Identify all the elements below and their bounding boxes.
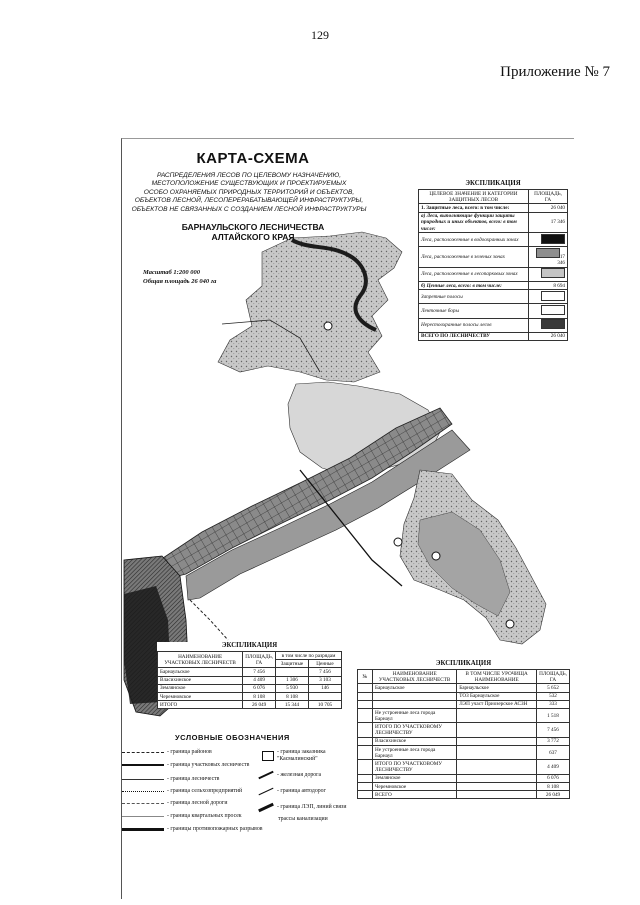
table-row — [358, 760, 570, 774]
explication-mid-caption: ЭКСПЛИКАЦИЯ — [221, 642, 278, 649]
map-marker — [324, 322, 332, 330]
explication-top-table — [418, 189, 568, 341]
legend-label: - железная дорога — [277, 772, 322, 778]
legend-label: трассы канализации — [278, 816, 328, 822]
legend-label: - граница сельхозпредприятий — [167, 788, 243, 794]
table-cell: ЛЭП участ Приозерское АСЗН — [457, 700, 537, 708]
map-subtitle-line: ОСОБО ОХРАНЯЕМЫХ ПРИРОДНЫХ ТЕРРИТОРИЙ И ОБЪЕКТОВ, — [143, 188, 355, 196]
table-cell: 8 108 — [243, 693, 276, 701]
table-cell — [457, 737, 537, 745]
row-label — [419, 304, 529, 318]
table-cell: Черемновское — [373, 783, 457, 791]
row-label — [419, 282, 529, 290]
table-row — [158, 676, 342, 684]
table-row — [358, 684, 570, 692]
explication-mid — [157, 642, 342, 709]
table-cell: Власихинское — [158, 676, 243, 684]
legend-item — [122, 776, 219, 782]
row-value — [529, 204, 568, 212]
table-cell — [358, 746, 373, 760]
forestry-name — [168, 222, 338, 242]
table-cell — [358, 723, 373, 737]
table-cell — [358, 692, 373, 700]
table-cell: 7 456 — [243, 668, 276, 676]
legend-label: - граница автодорог — [277, 788, 326, 794]
row-label — [419, 267, 529, 281]
table-cell — [358, 783, 373, 791]
table-row — [358, 746, 570, 760]
table-cell — [457, 746, 537, 760]
col-header: Ценные — [309, 660, 342, 668]
table-row — [358, 709, 570, 723]
row-label — [419, 247, 529, 267]
table-cell — [358, 709, 373, 723]
legend-label: - границы противопожарных разрывов — [167, 826, 263, 832]
table-cell — [358, 684, 373, 692]
row-value — [529, 318, 568, 332]
explication-top — [418, 180, 568, 341]
table-cell — [373, 700, 457, 708]
row-value — [529, 304, 568, 318]
table-cell — [373, 692, 457, 700]
table-cell: 146 — [309, 684, 342, 692]
map-title: КАРТА-СХЕМА — [196, 150, 310, 167]
legend-item — [122, 800, 227, 806]
map-marker — [432, 552, 440, 560]
table-cell: Власихинское — [373, 737, 457, 745]
row-label — [419, 332, 529, 340]
table-cell: 1 518 — [537, 709, 570, 723]
row-value-text: 17 346 — [550, 219, 565, 226]
legend-label: - граница участковых лесничеств — [167, 762, 250, 768]
col-header: НАИМЕНОВАНИЕ УЧАСТКОВЫХ ЛЕСНИЧЕСТВ — [373, 670, 457, 684]
table-row — [358, 692, 570, 700]
table-cell: Барнаульское — [373, 684, 457, 692]
legend-item — [258, 772, 321, 778]
col-header: ПЛОЩАДЬ, ГА — [537, 670, 570, 684]
row-value — [529, 282, 568, 290]
legend-item — [122, 788, 242, 794]
legend-sample — [122, 816, 164, 817]
row-label-text: Леса, расположенные в водоохранных зонах — [421, 236, 519, 243]
map-subtitle-line: ОБЪЕКТОВ ЛЕСНОЙ, ЛЕСОПЕРЕРАБАТЫВАЮЩЕЙ ИНФРАСТРУКТУРЫ, — [134, 197, 364, 205]
table-cell — [358, 791, 373, 799]
legend-label: - граница заказника "Касмалинский" — [277, 749, 326, 762]
legend-title: УСЛОВНЫЕ ОБОЗНАЧЕНИЯ — [175, 733, 290, 742]
row-value-text: 26 040 — [550, 204, 565, 211]
row-label — [419, 233, 529, 247]
table-row — [419, 247, 568, 267]
forestry-line: БАРНАУЛЬСКОГО ЛЕСНИЧЕСТВА — [181, 222, 325, 232]
legend-item — [258, 788, 326, 794]
row-label-text: Леса, расположенные в зеленых зонах — [421, 254, 505, 261]
map-marker — [394, 538, 402, 546]
col-header: ПЛОЩАДЬ, ГА — [243, 652, 276, 668]
table-cell: 7 456 — [309, 668, 342, 676]
row-value — [529, 267, 568, 281]
legend-item — [122, 826, 263, 832]
row-label — [419, 204, 529, 212]
row-value — [529, 290, 568, 304]
legend-sample — [122, 752, 164, 753]
table-cell — [358, 774, 373, 782]
table-cell: 1 306 — [276, 676, 309, 684]
row-value-text: 26 040 — [550, 333, 565, 340]
legend-sample — [259, 787, 274, 795]
table-cell: 6 076 — [243, 684, 276, 692]
table-cell: 532 — [537, 692, 570, 700]
table-cell: 26 049 — [243, 701, 276, 709]
explication-bottom-table — [357, 669, 570, 799]
table-cell: 3 772 — [537, 737, 570, 745]
legend-label: - граница лесной дороги — [167, 800, 228, 806]
map-subtitle-line: РАСПРЕДЕЛЕНИЯ ЛЕСОВ ПО ЦЕЛЕВОМУ НАЗНАЧЕНИЮ, — [156, 172, 342, 179]
table-row — [419, 318, 568, 332]
map-region-north — [218, 232, 402, 382]
table-row — [419, 304, 568, 318]
table-cell: ВСЕГО — [373, 791, 457, 799]
table-row — [358, 737, 570, 745]
table-cell: 8 108 — [276, 693, 309, 701]
explication-top-caption: ЭКСПЛИКАЦИЯ — [465, 180, 521, 187]
table-cell — [309, 693, 342, 701]
row-value — [529, 233, 568, 247]
row-value — [529, 332, 568, 340]
table-cell: Землянское — [158, 684, 243, 692]
table-row — [419, 332, 568, 340]
table-cell: 15 344 — [276, 701, 309, 709]
row-label — [419, 290, 529, 304]
table-cell: Землянское — [373, 774, 457, 782]
map-subtitle-line: ОБЪЕКТОВ НЕ СВЯЗАННЫХ С СОЗДАНИЕМ ЛЕСНОЙ ИНФРАСТРУКТУРЫ — [131, 205, 367, 213]
legend-item — [122, 813, 242, 819]
row-label-text: Ленточные боры — [421, 307, 459, 314]
table-cell: Барнаульское — [457, 684, 537, 692]
legend-sample — [122, 803, 164, 804]
legend-label: - граница ЛЭП, линий связи — [277, 804, 347, 810]
table-cell: Не устроенные леса города Барнаул — [373, 746, 457, 760]
row-label-text: а) Леса, выполняющие функции защиты природных и иных объектов, всего: в том числе: — [421, 213, 517, 232]
forestry-line: АЛТАЙСКОГО КРАЯ — [211, 232, 295, 242]
table-cell — [457, 783, 537, 791]
col-header: № — [358, 670, 373, 684]
table-cell: 3 103 — [309, 676, 342, 684]
row-value — [529, 247, 568, 267]
table-cell: ТОЗ Барнаульское — [457, 692, 537, 700]
legend-label: - граница лесничеств — [167, 776, 220, 782]
table-cell — [457, 723, 537, 737]
legend-swatch — [541, 291, 565, 301]
map-road — [190, 600, 228, 640]
table-cell — [276, 668, 309, 676]
row-label-text: Запретные полосы — [421, 293, 463, 300]
table-row — [419, 267, 568, 281]
table-row — [419, 233, 568, 247]
legend-swatch — [541, 268, 565, 278]
table-cell: 5 930 — [276, 684, 309, 692]
legend-item — [262, 749, 357, 763]
row-label — [419, 212, 529, 233]
legend-label: - граница квартальных просек — [167, 813, 242, 819]
explication-mid-table — [157, 651, 342, 709]
legend-swatch — [541, 305, 565, 315]
table-row — [158, 693, 342, 701]
map-scale — [143, 268, 216, 286]
row-value-text: 8 694 — [553, 282, 565, 289]
row-label — [419, 318, 529, 332]
table-cell: ИТОГО ПО УЧАСТКОВОМУ ЛЕСНИЧЕСТВУ — [373, 760, 457, 774]
table-row — [158, 701, 342, 709]
col-header: В ТОМ ЧИСЛЕ УРОЧИЩА НАИМЕНОВАНИЕ — [457, 670, 537, 684]
map-marker — [506, 620, 514, 628]
table-cell — [457, 791, 537, 799]
page-number: 129 — [311, 28, 329, 42]
table-cell: Барнаульское — [158, 668, 243, 676]
table-row — [358, 723, 570, 737]
row-label-text: Леса, расположенные в лесопарковых зонах — [421, 271, 518, 278]
explication-bottom-caption: ЭКСПЛИКАЦИЯ — [435, 660, 492, 667]
legend-swatch — [541, 319, 565, 329]
table-cell: Не устроенные леса города Барнаул — [373, 709, 457, 723]
legend-swatch — [541, 234, 565, 244]
table-row — [158, 684, 342, 692]
legend-swatch — [536, 248, 560, 258]
row-label-text: б) Ценные леса, всего: в том числе: — [421, 282, 502, 289]
legend-sample — [262, 751, 274, 761]
col-header: НАИМЕНОВАНИЕ УЧАСТКОВЫХ ЛЕСНИЧЕСТВ — [158, 652, 243, 668]
col-group-header: в том числе по разрядам — [276, 652, 342, 660]
explication-bottom — [357, 660, 570, 799]
table-cell: 333 — [537, 700, 570, 708]
table-cell — [358, 737, 373, 745]
table-cell: 8 108 — [537, 783, 570, 791]
col-header: Защитные — [276, 660, 309, 668]
col-header: ПЛОЩАДЬ, ГА — [529, 190, 568, 204]
table-row — [419, 204, 568, 212]
scale-text: Масштаб 1:200 000 — [143, 269, 200, 276]
row-label-text: ВСЕГО ПО ЛЕСНИЧЕСТВУ — [421, 333, 490, 340]
table-row — [358, 700, 570, 708]
table-row — [358, 791, 570, 799]
table-row — [358, 783, 570, 791]
table-cell: 7 456 — [537, 723, 570, 737]
table-cell: 26 049 — [537, 791, 570, 799]
map-subtitle-line: МЕСТОПОЛОЖЕНИЕ СУЩЕСТВУЮЩИХ И ПРОЕКТИРУЕМЫХ — [151, 180, 347, 188]
table-row — [419, 212, 568, 233]
table-cell: ИТОГО ПО УЧАСТКОВОМУ ЛЕСНИЧЕСТВУ — [373, 723, 457, 737]
map-subtitle — [118, 172, 380, 214]
legend-sample — [122, 779, 164, 780]
table-cell: Черемновское — [158, 693, 243, 701]
row-value-text: 17 346 — [557, 253, 565, 267]
table-cell: 4 409 — [537, 760, 570, 774]
legend-item — [122, 749, 212, 755]
legend-item — [258, 804, 346, 810]
table-cell — [457, 760, 537, 774]
row-value — [529, 212, 568, 233]
table-cell: 4 409 — [243, 676, 276, 684]
legend-sample — [122, 828, 164, 831]
table-row — [158, 668, 342, 676]
table-row — [419, 282, 568, 290]
legend-sample — [122, 764, 164, 766]
table-cell: 10 705 — [309, 701, 342, 709]
table-row — [358, 774, 570, 782]
table-cell: ИТОГО — [158, 701, 243, 709]
legend-sample — [122, 791, 164, 792]
table-cell — [457, 774, 537, 782]
table-cell: 637 — [537, 746, 570, 760]
legend-label: - граница районов — [167, 749, 212, 755]
col-header: ЦЕЛЕВОЕ ЗНАЧЕНИЕ И КАТЕГОРИИ ЗАЩИТНЫХ ЛЕСОВ — [419, 190, 529, 204]
legend-item — [278, 816, 328, 822]
table-cell: 6 076 — [537, 774, 570, 782]
row-label-text: Нерестоохранные полосы лесов — [421, 322, 492, 329]
appendix-label: Приложение № 7 — [500, 64, 610, 80]
table-row — [419, 290, 568, 304]
legend-item — [122, 762, 249, 768]
table-cell: 5 652 — [537, 684, 570, 692]
table-cell — [358, 700, 373, 708]
table-cell — [358, 760, 373, 774]
row-label-text: 1. Защитные леса, всего: в том числе: — [421, 204, 510, 211]
table-cell — [457, 709, 537, 723]
area-text: Общая площадь 26 040 га — [143, 278, 217, 285]
